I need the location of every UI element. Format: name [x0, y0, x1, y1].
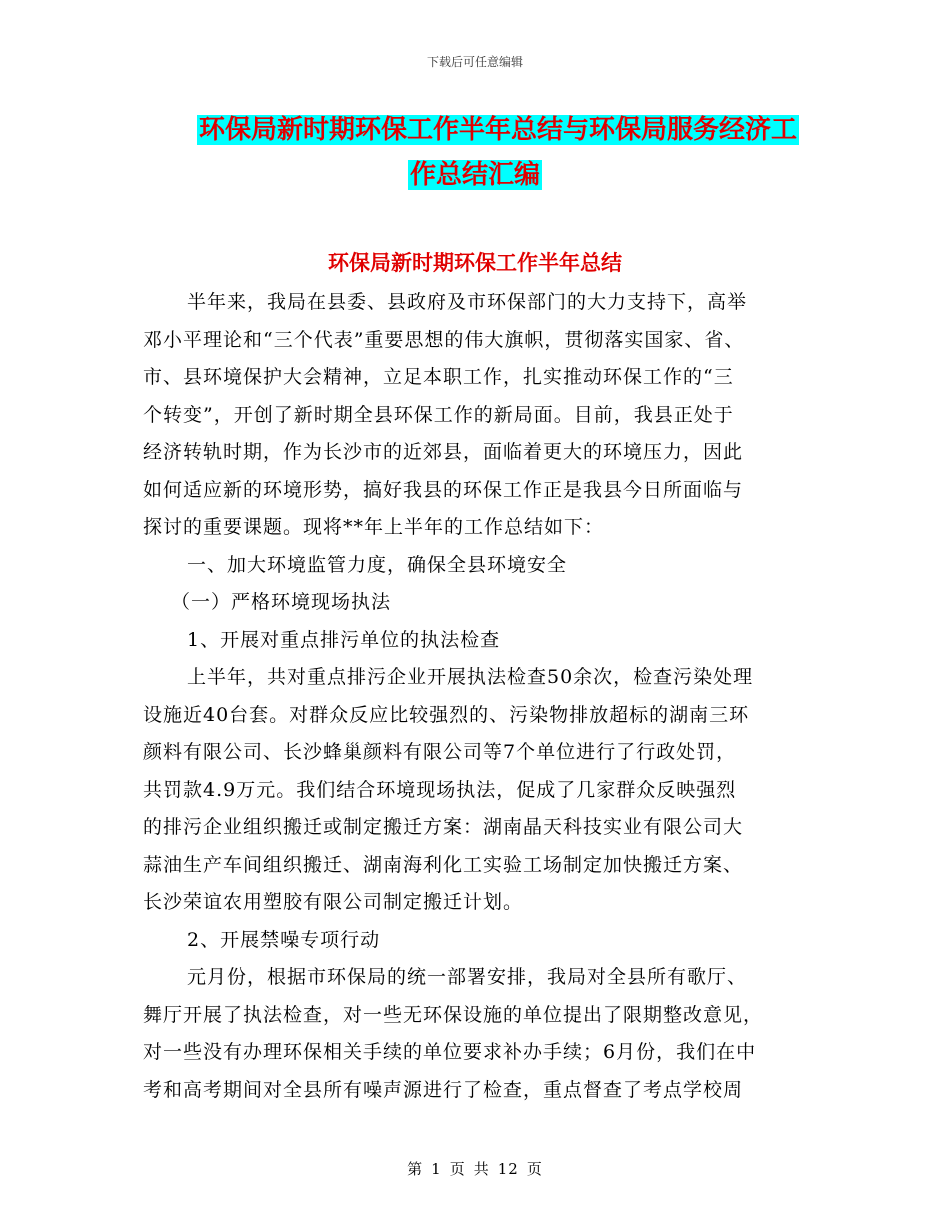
header-note: 下载后可任意编辑 — [426, 55, 523, 69]
body-line: 考和高考期间对全县所有噪声源进行了检查，重点督查了考点学校周 — [143, 1078, 744, 1101]
body-line: 对一些没有办理环保相关手续的单位要求补办手续；6月份，我们在中 — [143, 1041, 757, 1063]
footer-total-prefix: 共 — [473, 1160, 490, 1178]
footer-total-unit: 页 — [526, 1160, 543, 1178]
body-line: 设施近40台套。对群众反应比较强烈的、污染物排放超标的湖南三环 — [143, 703, 750, 726]
body-line: 舞厅开展了执法检查，对一些无环保设施的单位提出了限期整改意见， — [143, 1003, 764, 1026]
body-line: 经济转轨时期，作为长沙市的近郊县，面临着更大的环境压力，因此 — [143, 441, 744, 463]
body-line: 颜料有限公司、长沙蜂巢颜料有限公司等7个单位进行了行政处罚， — [143, 741, 737, 763]
body-line: 如何适应新的环境形势，搞好我县的环保工作正是我县今日所面临与 — [143, 478, 744, 501]
page-footer — [0, 1158, 950, 1179]
heading-level-3: 1、开展对重点排污单位的执法检查 — [187, 628, 501, 651]
body-line: 蒜油生产车间组织搬迁、湖南海利化工实验工场制定加快搬迁方案、 — [143, 853, 744, 876]
body-line: 元月份，根据市环保局的统一部署安排，我局对全县所有歌厅、 — [187, 966, 748, 988]
footer-page-number: 1 — [431, 1160, 442, 1178]
body-line: 半年来，我局在县委、县政府及市环保部门的大力支持下，高举 — [187, 291, 748, 313]
footer-total-pages: 12 — [497, 1160, 519, 1178]
footer-prefix: 第 — [407, 1160, 424, 1178]
document-body — [143, 284, 813, 1109]
document-title-text-2: 作总结汇编 — [409, 160, 540, 190]
body-line: 个转变”，开创了新时期全县环保工作的新局面。目前，我县正处于 — [143, 403, 734, 426]
heading-level-1: 一、加大环境监管力度，确保全县环境安全 — [187, 553, 568, 576]
section-title: 环保局新时期环保工作半年总结 — [328, 251, 622, 275]
heading-level-2: （一）严格环境现场执法 — [171, 591, 392, 613]
document-title-line-1 — [23, 110, 950, 150]
footer-page-unit: 页 — [449, 1160, 466, 1178]
document-title-text-1: 环保局新时期环保工作半年总结与环保局服务经济工 — [198, 115, 797, 145]
body-line: 邓小平理论和“三个代表”重要思想的伟大旗帜，贯彻落实国家、省、 — [143, 328, 745, 351]
body-line: 上半年，共对重点排污企业开展执法检查50余次，检查污染处理 — [187, 666, 754, 688]
body-line: 长沙荣谊农用塑胶有限公司制定搬迁计划。 — [143, 891, 524, 913]
body-line: 探讨的重要课题。现将**年上半年的工作总结如下： — [143, 516, 605, 538]
body-line: 的排污企业组织搬迁或制定搬迁方案：湖南晶天科技实业有限公司大 — [143, 816, 744, 838]
body-line: 市、县环境保护大会精神，立足本职工作，扎实推动环保工作的“三 — [143, 366, 734, 388]
body-line: 共罚款4.9万元。我们结合环境现场执法，促成了几家群众反映强烈 — [143, 778, 737, 801]
heading-level-3: 2、开展禁噪专项行动 — [187, 928, 381, 951]
document-title-line-2 — [0, 155, 950, 195]
